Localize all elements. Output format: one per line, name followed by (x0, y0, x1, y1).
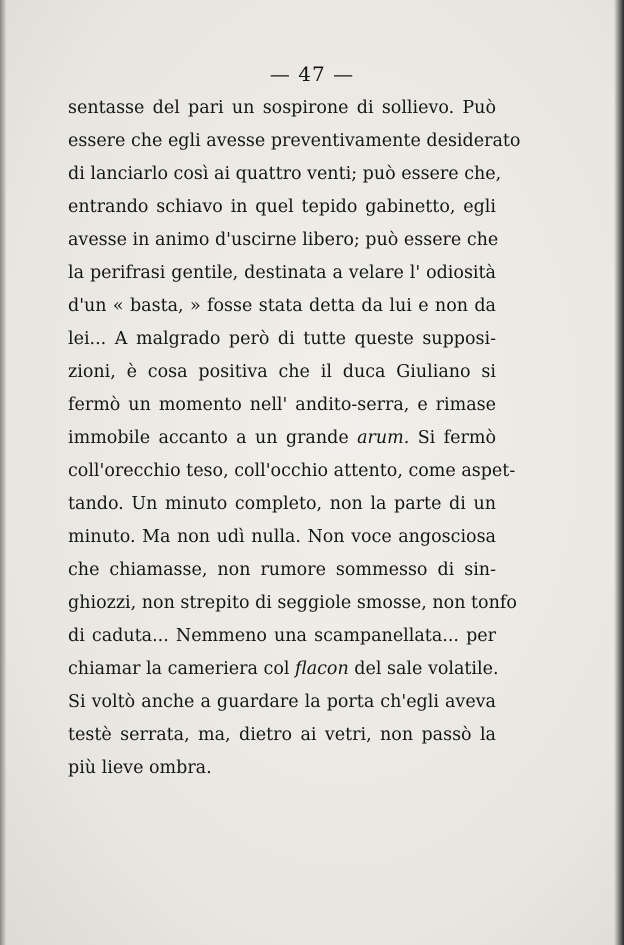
text-line: immobile accanto a un grande arum. Si fermò (68, 428, 496, 448)
italic-word: arum. (357, 428, 410, 448)
page-number: — 47 — (269, 62, 355, 86)
body-text (68, 92, 521, 785)
italic-word: flacon (295, 659, 349, 679)
text-line: avesse in animo d'uscirne libero; può essere che (68, 230, 499, 250)
page-binding-edge (614, 0, 624, 945)
text-line: essere che egli avesse preventivamente desiderato (68, 131, 521, 151)
page-left-edge (0, 0, 6, 945)
text-line: ghiozzi, non strepito di seggiole smosse, non tonfo (68, 593, 517, 613)
text-line-last: più lieve ombra. (68, 758, 212, 778)
text-line: di caduta... Nemmeno una scampanellata... per (68, 626, 496, 646)
text-line: d'un « basta, » fosse stata detta da lui e non da (68, 296, 496, 316)
text-line: la perifrasi gentile, destinata a velare l' odiosità (68, 263, 496, 283)
text-line: entrando schiavo in quel tepido gabinetto, egli (68, 197, 496, 217)
text-line: minuto. Ma non udì nulla. Non voce angosciosa (68, 527, 496, 547)
text-line: fermò un momento nell' andito-serra, e rimase (68, 395, 496, 415)
text-line: Si voltò anche a guardare la porta ch'egli aveva (68, 692, 496, 712)
text-line: chiamar la cameriera col flacon del sale volatile. (68, 659, 499, 679)
text-line: tando. Un minuto completo, non la parte di un (68, 494, 496, 514)
text-line: coll'orecchio teso, coll'occhio attento, come aspet- (68, 461, 516, 481)
text-line: zioni, è cosa positiva che il duca Giuliano si (68, 362, 496, 382)
text-line: testè serrata, ma, dietro ai vetri, non passò la (68, 725, 496, 745)
text-line: che chiamasse, non rumore sommesso di sin- (68, 560, 496, 580)
text-line: sentasse del pari un sospirone di sollievo. Può (68, 98, 496, 118)
text-line: di lanciarlo così ai quattro venti; può essere che, (68, 164, 502, 184)
text-line: lei... A malgrado però di tutte queste supposi- (68, 329, 496, 349)
